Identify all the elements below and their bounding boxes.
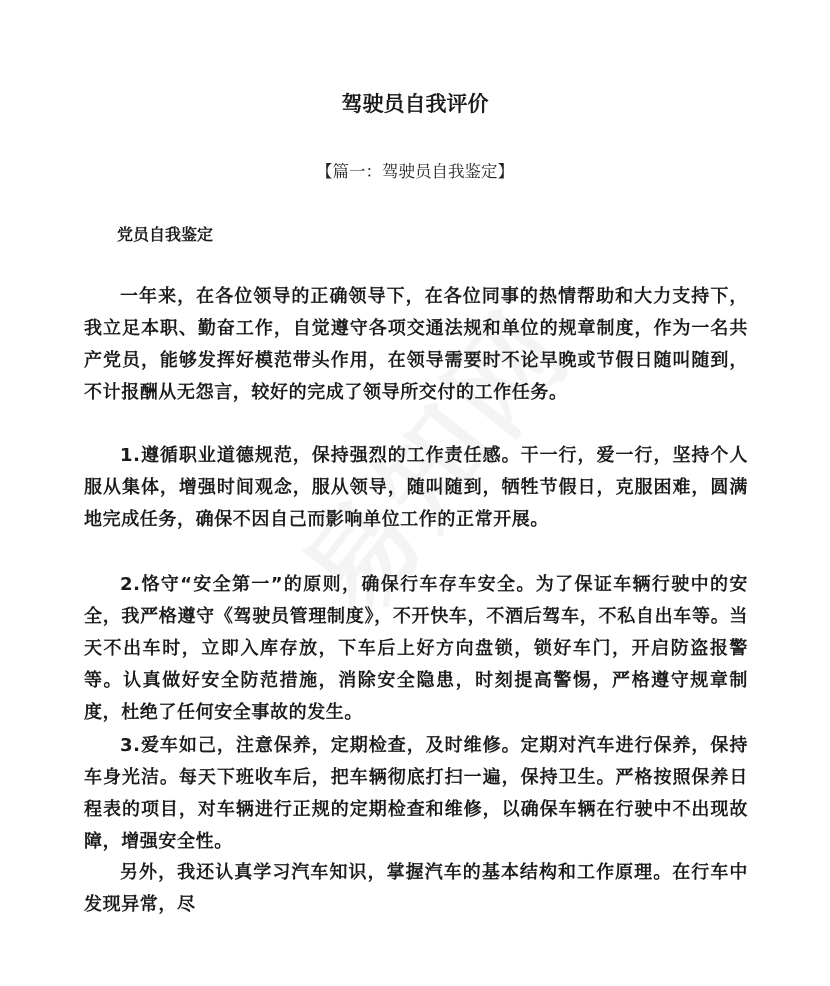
- document-title: 驾驶员自我评价: [341, 92, 489, 116]
- paragraph-intro: 一年来，在各位领导的正确领导下，在各位同事的热情帮助和大力支持下，我立足本职、勤奋工作，自觉遵守各项交通法规和单位的规章制度，作为一名共产党员，能够发挥好模范带头作用，在领导需要时不论早晚或节假日随叫随到，不计报酬从无怨言，较好的完成了领导所交付的工作任务。: [84, 286, 748, 403]
- paragraph-additional: 另外，我还认真学习汽车知识，掌握汽车的基本结构和工作原理。在行车中发现异常，尽: [84, 862, 748, 915]
- document-subtitle: 【篇一：驾驶员自我鉴定】: [316, 162, 514, 181]
- paragraph-point-2: 2.恪守“安全第一”的原则，确保行车存车安全。为了保证车辆行驶中的安全，我严格遵守《驾驶员管理制度》，不开快车，不酒后驾车，不私自出车等。当天不出车时，立即入库存放，下车后上好方向盘锁，锁好车门，开启防盗报警等。认真做好安全防范措施，消除安全隐患，时刻提高警惕，严格遵守规章制度，杜绝了任何安全事故的发生。: [84, 574, 748, 723]
- section-heading: 党员自我鉴定: [117, 225, 214, 244]
- paragraph-point-1: 1.遵循职业道德规范，保持强烈的工作责任感。干一行，爱一行，坚持个人服从集体，增强时间观念，服从领导，随叫随到，牺牲节假日，克服困难，圆满地完成任务，确保不因自己而影响单位工作的正常开展。: [84, 445, 748, 530]
- paragraph-point-3: 3.爱车如己，注意保养，定期检查，及时维修。定期对汽车进行保养，保持车身光洁。每天下班收车后，把车辆彻底打扫一遍，保持卫生。严格按照保养日程表的项目，对车辆进行正规的定期检查和维修，以确保车辆在行驶中不出现故障，增强安全性。: [84, 735, 748, 852]
